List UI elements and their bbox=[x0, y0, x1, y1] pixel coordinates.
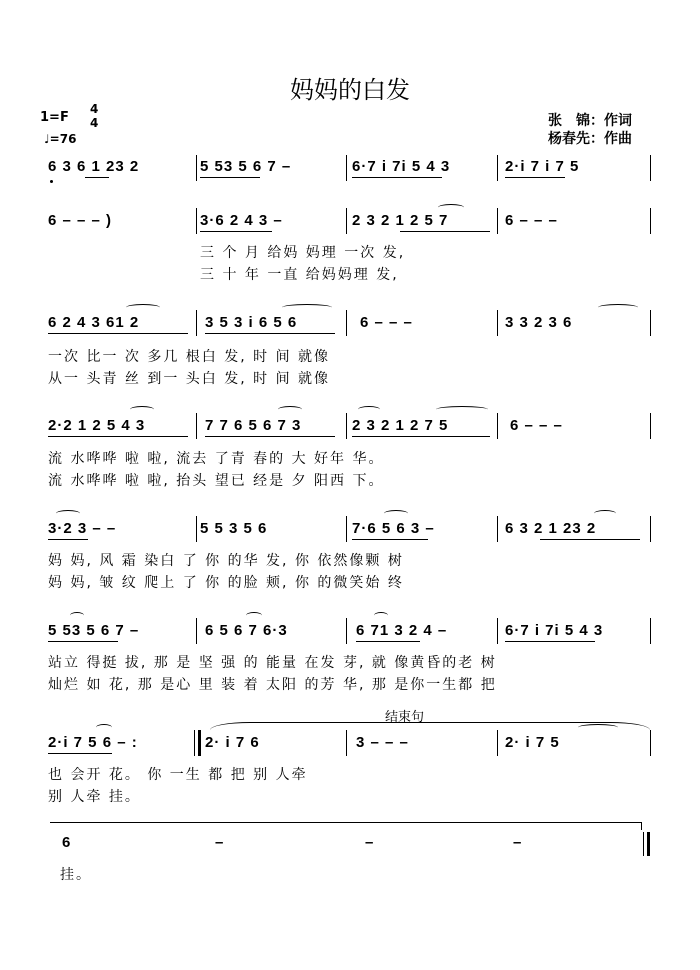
final-barline-thin bbox=[643, 832, 644, 856]
slur bbox=[278, 406, 302, 413]
slur bbox=[70, 612, 84, 619]
measure: 2· i 7 6 bbox=[205, 734, 260, 751]
barline bbox=[346, 155, 347, 181]
barline bbox=[346, 413, 347, 439]
slur bbox=[578, 724, 618, 731]
measure: 6 – – – ) bbox=[48, 212, 113, 229]
underline bbox=[505, 641, 595, 642]
lyric-line: 三 个 月 给妈 妈理 一次 发, bbox=[200, 245, 406, 261]
lyric-line: 站立 得挺 拔, 那 是 坚 强 的 能量 在发 芽, 就 像黄昏的老 树 bbox=[48, 655, 497, 671]
underline bbox=[356, 641, 420, 642]
barline bbox=[196, 310, 197, 336]
barline bbox=[196, 413, 197, 439]
measure: 5 53 5 6 7 – bbox=[200, 158, 292, 175]
barline bbox=[650, 413, 651, 439]
measure: 3 5 3 i 6 5 6 bbox=[205, 314, 298, 331]
lyric-line: 流 水哗哗 啦 啦, 抬头 望已 经是 夕 阳西 下。 bbox=[48, 473, 385, 489]
lyric-line: 妈 妈, 风 霜 染白 了 你 的华 发, 你 依然像颗 树 bbox=[48, 553, 404, 569]
key-signature: 1=F bbox=[40, 110, 69, 125]
measure: – bbox=[365, 834, 375, 851]
barline bbox=[196, 618, 197, 644]
measure: 3·2 3 – – bbox=[48, 520, 117, 537]
underline bbox=[48, 753, 112, 754]
slur bbox=[130, 406, 154, 413]
measure: 6 – – – bbox=[360, 314, 413, 331]
barline bbox=[497, 208, 498, 234]
measure: 6 2 4 3 61 2 bbox=[48, 314, 140, 331]
underline bbox=[48, 436, 188, 437]
barline bbox=[650, 208, 651, 234]
final-barline-thick bbox=[647, 832, 650, 856]
measure: 2·2 1 2 5 4 3 bbox=[48, 417, 146, 434]
underline bbox=[200, 177, 260, 178]
lyric-line: 挂。 bbox=[60, 867, 92, 883]
octave-dot bbox=[50, 180, 53, 183]
barline bbox=[497, 413, 498, 439]
underline bbox=[540, 539, 640, 540]
barline bbox=[650, 730, 651, 756]
underline bbox=[352, 177, 442, 178]
lyric-line: 灿烂 如 花, 那 是心 里 装 着 太阳 的芳 华, 那 是你一生都 把 bbox=[48, 677, 497, 693]
barline bbox=[346, 516, 347, 542]
measure: 2·i 7 i 7 5 bbox=[505, 158, 580, 175]
barline bbox=[497, 618, 498, 644]
time-signature-top: 4 bbox=[90, 102, 99, 116]
composer-credit: 杨春先：作曲 bbox=[548, 131, 632, 147]
slur bbox=[384, 510, 408, 517]
measure: – bbox=[513, 834, 523, 851]
measure: 6 71 3 2 4 – bbox=[356, 622, 448, 639]
barline bbox=[346, 730, 347, 756]
page-title: 妈妈的白发 bbox=[290, 76, 410, 104]
measure: 2·i 7 5 6 – : bbox=[48, 734, 138, 751]
underline bbox=[200, 231, 272, 232]
underline bbox=[505, 177, 565, 178]
slur bbox=[594, 510, 616, 517]
measure: 6·7 i 7i 5 4 3 bbox=[505, 622, 604, 639]
volta-bracket-end bbox=[50, 822, 642, 823]
underline bbox=[352, 539, 428, 540]
slur bbox=[282, 304, 332, 311]
slur bbox=[56, 510, 80, 517]
measure: 6 – – – bbox=[505, 212, 558, 229]
slur bbox=[598, 304, 638, 311]
barline bbox=[346, 310, 347, 336]
lyric-line: 也 会开 花。 你 一生 都 把 别 人牵 bbox=[48, 767, 308, 783]
lyric-line: 三 十 年 一直 给妈妈理 发, bbox=[200, 267, 399, 283]
barline bbox=[650, 516, 651, 542]
barline bbox=[650, 618, 651, 644]
volta-bracket-tick bbox=[641, 822, 642, 830]
repeat-barline-thin bbox=[194, 730, 195, 756]
barline bbox=[196, 208, 197, 234]
measure: 3·6 2 4 3 – bbox=[200, 212, 283, 229]
slur bbox=[126, 304, 160, 311]
barline bbox=[497, 516, 498, 542]
measure: 2· i 7 5 bbox=[505, 734, 560, 751]
barline bbox=[497, 730, 498, 756]
measure: 6 5 6 7 6·3 bbox=[205, 622, 288, 639]
tempo-marking: ♩=76 bbox=[44, 132, 77, 146]
slur bbox=[438, 204, 464, 211]
slur bbox=[436, 406, 488, 413]
slur bbox=[358, 406, 380, 413]
measure: 6·7 i 7i 5 4 3 bbox=[352, 158, 451, 175]
measure: 2 3 2 1 2 5 7 bbox=[352, 212, 449, 229]
lyric-line: 从一 头青 丝 到一 头白 发, 时 间 就像 bbox=[48, 371, 331, 387]
barline bbox=[497, 155, 498, 181]
underline bbox=[48, 333, 188, 334]
measure: 6 3 2 1 23 2 bbox=[505, 520, 597, 537]
measure: 6 3 6 1 23 2 bbox=[48, 158, 140, 175]
underline bbox=[352, 436, 490, 437]
slur bbox=[96, 724, 112, 731]
underline bbox=[400, 231, 490, 232]
repeat-barline-thick bbox=[198, 730, 201, 756]
measure: 5 5 3 5 6 bbox=[200, 520, 268, 537]
barline bbox=[346, 618, 347, 644]
measure: 2 3 2 1 2 7 5 bbox=[352, 417, 449, 434]
time-signature-bottom: 4 bbox=[90, 116, 99, 130]
underline bbox=[205, 333, 335, 334]
barline bbox=[497, 310, 498, 336]
volta-label: 结束句 bbox=[385, 710, 425, 725]
lyric-line: 流 水哗哗 啦 啦, 流去 了青 春的 大 好年 华。 bbox=[48, 451, 385, 467]
underline bbox=[48, 641, 118, 642]
measure: 5 53 5 6 7 – bbox=[48, 622, 140, 639]
underline bbox=[85, 177, 109, 178]
barline bbox=[196, 155, 197, 181]
measure: 3 3 2 3 6 bbox=[505, 314, 573, 331]
barline bbox=[650, 155, 651, 181]
measure: 6 bbox=[62, 834, 72, 851]
slur bbox=[374, 612, 388, 619]
underline bbox=[205, 436, 335, 437]
underline bbox=[48, 539, 88, 540]
barline bbox=[196, 516, 197, 542]
measure: 7·6 5 6 3 – bbox=[352, 520, 435, 537]
barline bbox=[650, 310, 651, 336]
measure: 7 7 6 5 6 7 3 bbox=[205, 417, 302, 434]
slur bbox=[246, 612, 262, 619]
measure: 3 – – – bbox=[356, 734, 409, 751]
lyric-line: 别 人牵 挂。 bbox=[48, 789, 141, 805]
lyric-line: 一次 比一 次 多几 根白 发, 时 间 就像 bbox=[48, 349, 331, 365]
measure: – bbox=[215, 834, 225, 851]
lyricist-credit: 张 锦：作词 bbox=[548, 113, 632, 129]
barline bbox=[346, 208, 347, 234]
lyric-line: 妈 妈, 皱 纹 爬上 了 你 的脸 颊, 你 的微笑始 终 bbox=[48, 575, 404, 591]
measure: 6 – – – bbox=[510, 417, 563, 434]
